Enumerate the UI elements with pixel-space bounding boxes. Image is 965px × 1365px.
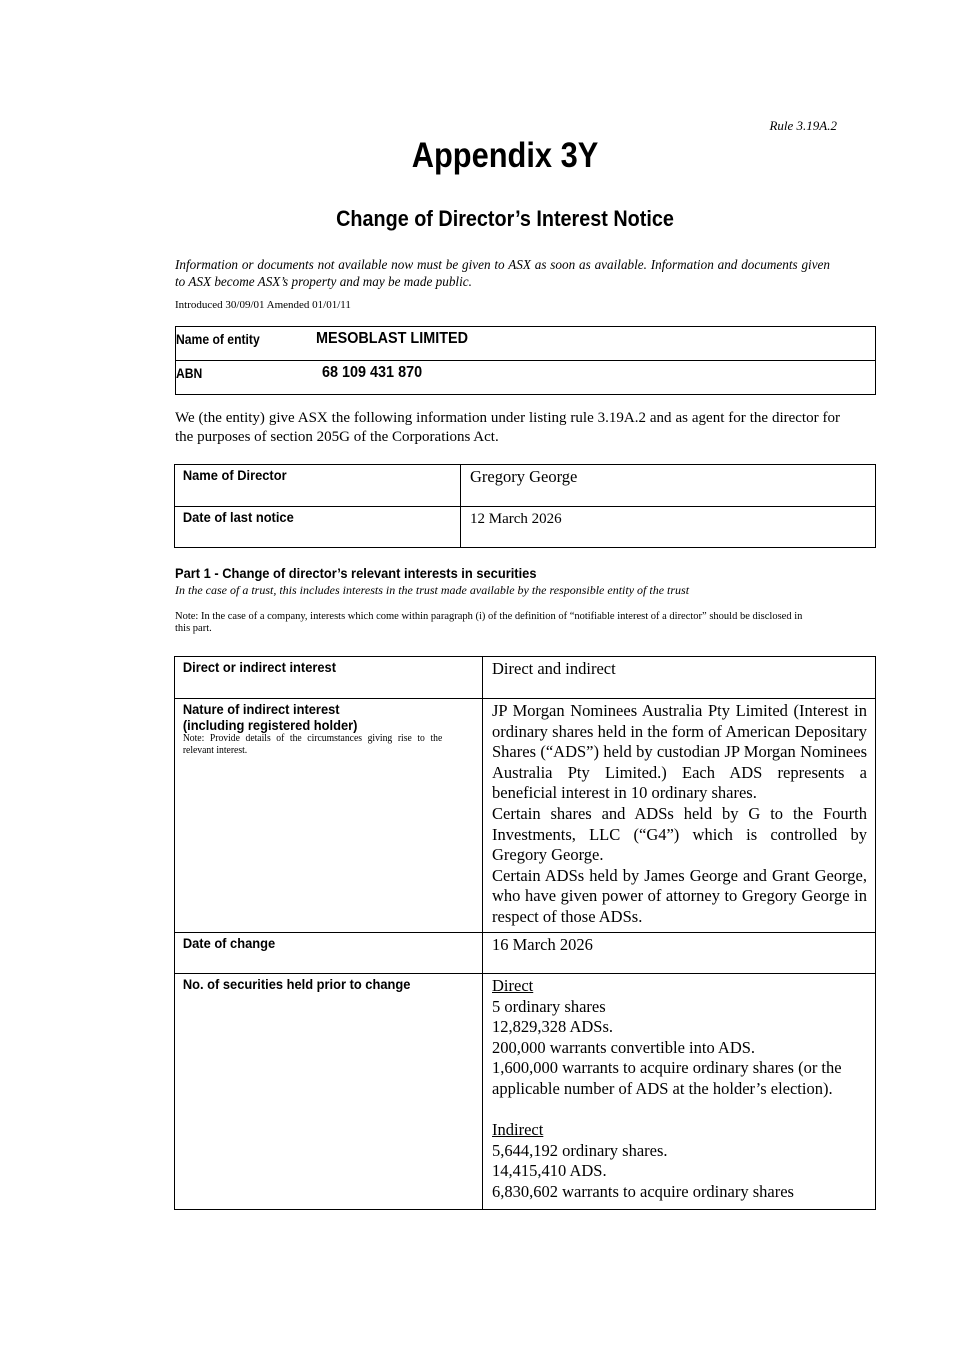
interests-table bbox=[174, 656, 876, 1210]
nature-note: Note: Provide details of the circumstances giving rise to the relevant interest. bbox=[182, 733, 442, 756]
spacer bbox=[492, 1100, 867, 1121]
nature-paragraph-3: Certain ADSs held by James George and Grant George, who have given power of attorney to Gregory George in respect of those ADSs. bbox=[492, 865, 867, 926]
director-name-value: Gregory George bbox=[461, 465, 876, 507]
director-name-label: Name of Director bbox=[175, 465, 438, 507]
prior-securities-value bbox=[483, 974, 876, 1210]
last-notice-label: Date of last notice bbox=[175, 507, 438, 548]
direct-line-1: 5 ordinary shares bbox=[492, 996, 606, 1016]
direct-line-2: 12,829,328 ADSs. bbox=[492, 1017, 614, 1037]
direct-indirect-row bbox=[175, 657, 876, 699]
nature-paragraph-2: Certain shares and ADSs held by G to the Fourth Investments, LLC (“G4”) which is controlled by Gregory George. bbox=[492, 803, 867, 865]
nature-label-line2: (including registered holder) bbox=[182, 717, 357, 733]
director-name-row bbox=[175, 465, 876, 507]
nature-row bbox=[175, 699, 876, 933]
indirect-line-1: 5,644,192 ordinary shares. bbox=[492, 1140, 668, 1160]
nature-value bbox=[483, 699, 876, 933]
entity-name-row bbox=[176, 327, 875, 360]
nature-paragraph-1: JP Morgan Nominees Australia Pty Limited (Interest in ordinary shares held in the form of American Depositary Shares (“ADS”) held by custodian JP Morgan Nominees Australia Pty Limited.) Each ADS represents a beneficial interest in 10 ordinary shares. bbox=[492, 701, 867, 803]
direct-line-3: 200,000 warrants convertible into ADS. bbox=[492, 1037, 756, 1057]
direct-heading: Direct bbox=[492, 976, 534, 995]
entity-abn-value: 68 109 431 870 bbox=[322, 364, 423, 381]
part1-trust-note: In the case of a trust, this includes interests in the trust made available by the responsible entity of the trust bbox=[175, 583, 690, 597]
part1-heading: Part 1 - Change of director’s relevant interests in securities bbox=[175, 565, 537, 581]
indirect-line-2: 14,415,410 ADS. bbox=[492, 1161, 607, 1181]
indirect-heading: Indirect bbox=[492, 1120, 544, 1140]
director-table bbox=[174, 464, 876, 548]
prior-securities-label: No. of securities held prior to change bbox=[175, 974, 458, 1210]
last-notice-value: 12 March 2026 bbox=[461, 507, 876, 548]
date-of-change-value: 16 March 2026 bbox=[483, 933, 876, 974]
date-of-change-label: Date of change bbox=[175, 933, 458, 974]
rule-reference: Rule 3.19A.2 bbox=[769, 118, 837, 133]
entity-name-label: Name of entity bbox=[176, 332, 260, 347]
introduced-line: Introduced 30/09/01 Amended 01/01/11 bbox=[175, 299, 351, 311]
direct-line-4: 1,600,000 warrants to acquire ordinary shares (or the applicable number of ADS at the holder’s election). bbox=[492, 1058, 842, 1098]
direct-indirect-label: Direct or indirect interest bbox=[175, 657, 458, 699]
date-of-change-row bbox=[175, 933, 876, 974]
entity-name-value: MESOBLAST LIMITED bbox=[316, 330, 469, 347]
statement-paragraph: We (the entity) give ASX the following information under listing rule 3.19A.2 and as agent for the director for the purposes of section 205G of the Corporations Act. bbox=[175, 410, 840, 445]
prior-securities-row bbox=[175, 974, 876, 1210]
info-paragraph: Information or documents not available now must be given to ASX as soon as available. Information and documents given to ASX become ASX’s property and may be made public. bbox=[175, 257, 830, 289]
entity-abn-label: ABN bbox=[176, 366, 203, 381]
entity-table bbox=[175, 326, 876, 395]
nature-label bbox=[175, 699, 458, 933]
nature-label-line1: Nature of indirect interest bbox=[182, 701, 340, 717]
indirect-line-3: 6,830,602 warrants to acquire ordinary shares bbox=[492, 1181, 794, 1201]
last-notice-row bbox=[175, 507, 876, 548]
part1-note: Note: In the case of a company, interests which come within paragraph (i) of the definition of “notifiable interest of a director” should be disclosed in this part. bbox=[175, 611, 803, 634]
document-subtitle: Change of Director’s Interest Notice bbox=[336, 206, 674, 231]
entity-abn-row bbox=[176, 360, 875, 394]
direct-indirect-value: Direct and indirect bbox=[483, 657, 876, 699]
document-title: Appendix 3Y bbox=[411, 136, 599, 175]
